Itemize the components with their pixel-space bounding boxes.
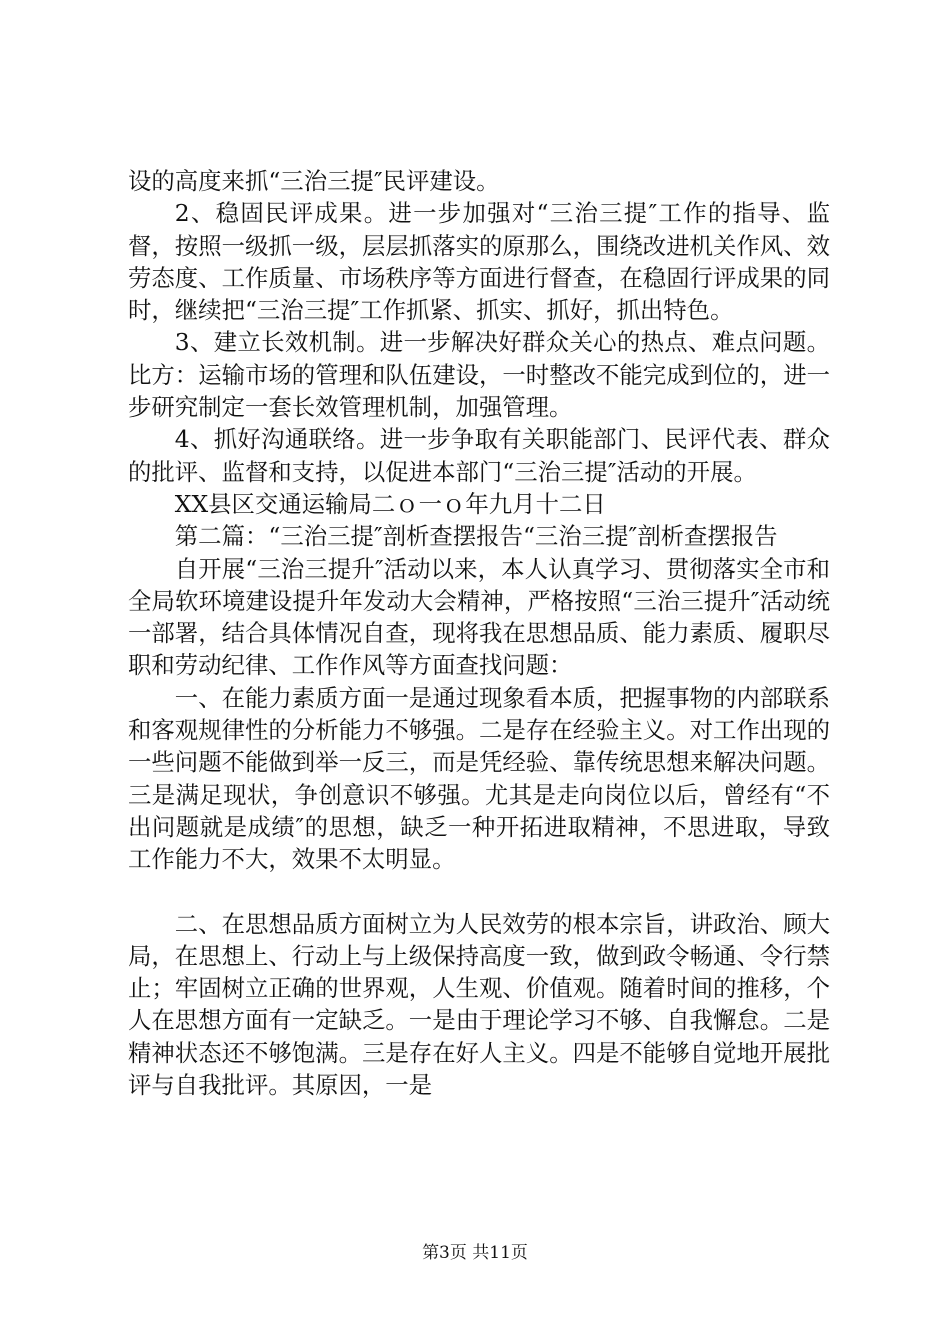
- paragraph-item-3: 3、建立长效机制。进一步解决好群众关心的热点、难点问题。比方：运输市场的管理和队伍建设，一时整改不能完成到位的，进一步研究制定一套长效管理机制，加强管理。: [128, 328, 830, 422]
- paragraph-intro: 自开展“三治三提升″活动以来，本人认真学习、贯彻落实全市和全局软环境建设提升年发动大会精神，严格按照“三治三提升″活动统一部署，结合具体情况自查，现将我在思想品质、能力素质、履职尽职和劳动纪律、工作作风等方面查找问题：: [128, 554, 830, 680]
- document-body: [128, 165, 830, 1101]
- paragraph-continuation: 设的高度来抓“三治三提″民评建设。: [128, 167, 500, 195]
- paragraph-item-2: 2、稳固民评成果。进一步加强对“三治三提″工作的指导、监督，按照一级抓一级，层层抓落实的原那么，围绕改进机关作风、效劳态度、工作质量、市场秩序等方面进行督查，在稳固行评成果的同时，继续把“三治三提″工作抓紧、抓实、抓好，抓出特色。: [128, 199, 830, 325]
- paragraph-ability: 一、在能力素质方面一是通过现象看本质，把握事物的内部联系和客观规律性的分析能力不够强。二是存在经验主义。对工作出现的一些问题不能做到举一反三，而是凭经验、靠传统思想来解决问题。三是满足现状，争创意识不够强。尤其是走向岗位以后，曾经有“不出问题就是成绩″的思想，缺乏一种开拓进取精神，不思进取，导致工作能力不大，效果不太明显。: [128, 683, 830, 874]
- signature-line: XX县区交通运输局二ｏ一ｏ年九月十二日: [174, 489, 606, 518]
- page-number-footer: 第3页 共11页: [422, 1243, 528, 1263]
- paragraph-thought: 二、在思想品质方面树立为人民效劳的根本宗旨，讲政治、顾大局，在思想上、行动上与上级保持高度一致，做到政令畅通、令行禁止；牢固树立正确的世界观，人生观、价值观。随着时间的推移，个人在思想方面有一定缺乏。一是由于理论学习不够、自我懈怠。二是精神状态还不够饱满。三是存在好人主义。四是不能够自觉地开展批评与自我批评。其原因，一是: [128, 909, 830, 1100]
- section-heading: 第二篇：“三治三提″剖析查摆报告“三治三提″剖析查摆报告: [174, 522, 778, 551]
- paragraph-gap: [128, 876, 830, 908]
- paragraph-item-4: 4、抓好沟通联络。进一步争取有关职能部门、民评代表、群众的批评、监督和支持，以促进本部门“三治三提″活动的开展。: [128, 425, 830, 486]
